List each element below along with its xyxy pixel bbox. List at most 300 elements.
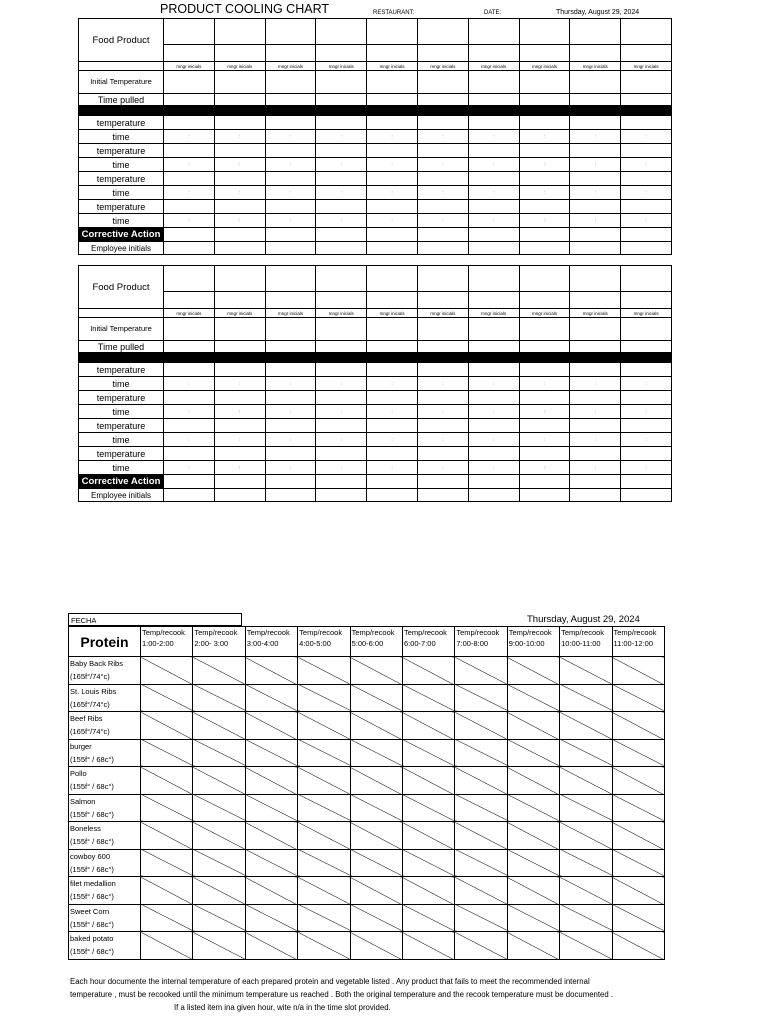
entry-cell[interactable]: mngr inicials [367, 62, 418, 71]
entry-cell[interactable] [621, 318, 672, 341]
entry-cell[interactable] [417, 71, 468, 94]
entry-cell[interactable]: mngr inicials [621, 62, 672, 71]
entry-cell[interactable] [519, 19, 570, 45]
temp-recook-cell[interactable] [245, 932, 297, 960]
temp-recook-cell[interactable] [560, 877, 612, 905]
entry-cell[interactable] [265, 341, 316, 353]
entry-cell[interactable] [367, 172, 418, 186]
entry-cell[interactable] [367, 228, 418, 242]
temp-recook-cell[interactable] [141, 877, 193, 905]
entry-cell[interactable] [265, 45, 316, 62]
temp-recook-cell[interactable] [507, 767, 559, 795]
temp-recook-cell[interactable] [560, 794, 612, 822]
entry-cell[interactable] [417, 447, 468, 461]
entry-cell[interactable] [214, 292, 265, 309]
entry-cell[interactable]: : [570, 461, 621, 475]
temp-recook-cell[interactable] [560, 849, 612, 877]
entry-cell[interactable] [367, 94, 418, 106]
entry-cell[interactable]: : [367, 130, 418, 144]
entry-cell[interactable] [570, 318, 621, 341]
entry-cell[interactable] [316, 172, 367, 186]
entry-cell[interactable] [265, 391, 316, 405]
temp-recook-cell[interactable] [245, 822, 297, 850]
entry-cell[interactable]: mngr inicials [367, 309, 418, 318]
entry-cell[interactable] [570, 71, 621, 94]
entry-cell[interactable] [265, 144, 316, 158]
entry-cell[interactable] [214, 363, 265, 377]
entry-cell[interactable] [265, 447, 316, 461]
entry-cell[interactable] [316, 266, 367, 292]
entry-cell[interactable]: : [367, 158, 418, 172]
entry-cell[interactable] [367, 266, 418, 292]
entry-cell[interactable] [519, 200, 570, 214]
entry-cell[interactable] [417, 172, 468, 186]
entry-cell[interactable] [621, 172, 672, 186]
entry-cell[interactable] [519, 94, 570, 106]
entry-cell[interactable]: mngr inicials [164, 309, 215, 318]
entry-cell[interactable] [621, 242, 672, 255]
entry-cell[interactable] [468, 292, 519, 309]
temp-recook-cell[interactable] [350, 794, 402, 822]
entry-cell[interactable] [265, 266, 316, 292]
entry-cell[interactable] [621, 489, 672, 502]
entry-cell[interactable] [468, 144, 519, 158]
entry-cell[interactable]: mngr inicials [621, 309, 672, 318]
entry-cell[interactable]: : [519, 377, 570, 391]
entry-cell[interactable]: mngr inicials [265, 62, 316, 71]
entry-cell[interactable] [621, 341, 672, 353]
entry-cell[interactable] [417, 419, 468, 433]
temp-recook-cell[interactable] [350, 767, 402, 795]
temp-recook-cell[interactable] [560, 684, 612, 712]
entry-cell[interactable]: : [164, 433, 215, 447]
temp-recook-cell[interactable] [560, 712, 612, 740]
entry-cell[interactable] [316, 144, 367, 158]
entry-cell[interactable] [468, 391, 519, 405]
temp-recook-cell[interactable] [402, 794, 454, 822]
entry-cell[interactable] [214, 489, 265, 502]
entry-cell[interactable]: : [367, 405, 418, 419]
entry-cell[interactable]: : [316, 130, 367, 144]
entry-cell[interactable] [214, 475, 265, 489]
entry-cell[interactable] [214, 200, 265, 214]
temp-recook-cell[interactable] [455, 684, 507, 712]
temp-recook-cell[interactable] [141, 932, 193, 960]
entry-cell[interactable] [570, 19, 621, 45]
entry-cell[interactable] [519, 116, 570, 130]
temp-recook-cell[interactable] [245, 712, 297, 740]
temp-recook-cell[interactable] [193, 904, 245, 932]
entry-cell[interactable] [417, 363, 468, 377]
entry-cell[interactable] [570, 228, 621, 242]
entry-cell[interactable]: mngr inicials [570, 62, 621, 71]
entry-cell[interactable] [367, 447, 418, 461]
entry-cell[interactable] [519, 172, 570, 186]
entry-cell[interactable] [164, 363, 215, 377]
temp-recook-cell[interactable] [350, 684, 402, 712]
temp-recook-cell[interactable] [193, 877, 245, 905]
temp-recook-cell[interactable] [298, 657, 350, 685]
entry-cell[interactable] [621, 475, 672, 489]
entry-cell[interactable] [621, 228, 672, 242]
temp-recook-cell[interactable] [455, 712, 507, 740]
entry-cell[interactable] [214, 341, 265, 353]
entry-cell[interactable] [570, 266, 621, 292]
entry-cell[interactable]: : [621, 186, 672, 200]
entry-cell[interactable]: mngr inicials [468, 309, 519, 318]
entry-cell[interactable]: : [214, 405, 265, 419]
entry-cell[interactable]: : [468, 158, 519, 172]
entry-cell[interactable]: : [214, 377, 265, 391]
entry-cell[interactable] [417, 94, 468, 106]
entry-cell[interactable] [214, 116, 265, 130]
entry-cell[interactable]: : [570, 186, 621, 200]
entry-cell[interactable] [468, 489, 519, 502]
entry-cell[interactable]: : [265, 461, 316, 475]
entry-cell[interactable]: : [519, 186, 570, 200]
entry-cell[interactable] [570, 242, 621, 255]
entry-cell[interactable]: : [417, 186, 468, 200]
entry-cell[interactable]: : [164, 158, 215, 172]
entry-cell[interactable]: : [214, 186, 265, 200]
entry-cell[interactable] [468, 266, 519, 292]
entry-cell[interactable]: : [367, 377, 418, 391]
entry-cell[interactable] [214, 419, 265, 433]
temp-recook-cell[interactable] [455, 932, 507, 960]
entry-cell[interactable] [621, 200, 672, 214]
entry-cell[interactable]: : [316, 433, 367, 447]
entry-cell[interactable] [621, 144, 672, 158]
temp-recook-cell[interactable] [507, 877, 559, 905]
temp-recook-cell[interactable] [402, 877, 454, 905]
entry-cell[interactable] [570, 292, 621, 309]
temp-recook-cell[interactable] [507, 739, 559, 767]
entry-cell[interactable]: : [417, 214, 468, 228]
entry-cell[interactable] [570, 419, 621, 433]
entry-cell[interactable] [316, 318, 367, 341]
entry-cell[interactable]: : [214, 214, 265, 228]
temp-recook-cell[interactable] [402, 684, 454, 712]
entry-cell[interactable] [367, 318, 418, 341]
entry-cell[interactable] [316, 292, 367, 309]
entry-cell[interactable]: mngr inicials [417, 62, 468, 71]
entry-cell[interactable]: : [519, 214, 570, 228]
temp-recook-cell[interactable] [141, 849, 193, 877]
entry-cell[interactable] [417, 242, 468, 255]
entry-cell[interactable]: : [621, 433, 672, 447]
entry-cell[interactable] [519, 341, 570, 353]
temp-recook-cell[interactable] [507, 932, 559, 960]
temp-recook-cell[interactable] [193, 932, 245, 960]
entry-cell[interactable]: mngr inicials [214, 62, 265, 71]
entry-cell[interactable] [164, 391, 215, 405]
temp-recook-cell[interactable] [350, 822, 402, 850]
entry-cell[interactable]: : [265, 186, 316, 200]
entry-cell[interactable]: : [621, 214, 672, 228]
entry-cell[interactable] [265, 363, 316, 377]
entry-cell[interactable] [417, 144, 468, 158]
entry-cell[interactable] [164, 341, 215, 353]
entry-cell[interactable]: : [621, 158, 672, 172]
entry-cell[interactable] [519, 391, 570, 405]
entry-cell[interactable]: : [214, 130, 265, 144]
entry-cell[interactable] [621, 94, 672, 106]
temp-recook-cell[interactable] [560, 739, 612, 767]
entry-cell[interactable] [417, 475, 468, 489]
entry-cell[interactable] [164, 172, 215, 186]
entry-cell[interactable]: : [164, 186, 215, 200]
entry-cell[interactable] [316, 391, 367, 405]
entry-cell[interactable]: : [316, 186, 367, 200]
entry-cell[interactable]: : [417, 377, 468, 391]
temp-recook-cell[interactable] [612, 794, 664, 822]
entry-cell[interactable] [316, 419, 367, 433]
entry-cell[interactable]: : [570, 405, 621, 419]
entry-cell[interactable] [316, 94, 367, 106]
temp-recook-cell[interactable] [402, 822, 454, 850]
temp-recook-cell[interactable] [141, 739, 193, 767]
temp-recook-cell[interactable] [507, 849, 559, 877]
entry-cell[interactable]: : [417, 405, 468, 419]
temp-recook-cell[interactable] [193, 849, 245, 877]
temp-recook-cell[interactable] [298, 932, 350, 960]
temp-recook-cell[interactable] [560, 822, 612, 850]
entry-cell[interactable]: mngr inicials [316, 309, 367, 318]
entry-cell[interactable] [164, 19, 215, 45]
entry-cell[interactable] [417, 266, 468, 292]
entry-cell[interactable] [570, 475, 621, 489]
entry-cell[interactable] [468, 318, 519, 341]
entry-cell[interactable] [468, 116, 519, 130]
entry-cell[interactable] [468, 94, 519, 106]
entry-cell[interactable] [214, 266, 265, 292]
temp-recook-cell[interactable] [245, 684, 297, 712]
entry-cell[interactable] [316, 475, 367, 489]
entry-cell[interactable]: : [519, 461, 570, 475]
temp-recook-cell[interactable] [141, 794, 193, 822]
entry-cell[interactable] [164, 318, 215, 341]
temp-recook-cell[interactable] [141, 684, 193, 712]
entry-cell[interactable] [468, 242, 519, 255]
entry-cell[interactable]: mngr inicials [468, 62, 519, 71]
entry-cell[interactable] [367, 116, 418, 130]
entry-cell[interactable] [214, 447, 265, 461]
temp-recook-cell[interactable] [350, 877, 402, 905]
entry-cell[interactable] [519, 419, 570, 433]
temp-recook-cell[interactable] [350, 932, 402, 960]
entry-cell[interactable] [367, 144, 418, 158]
temp-recook-cell[interactable] [455, 657, 507, 685]
temp-recook-cell[interactable] [507, 822, 559, 850]
entry-cell[interactable]: : [214, 158, 265, 172]
temp-recook-cell[interactable] [193, 657, 245, 685]
temp-recook-cell[interactable] [141, 712, 193, 740]
entry-cell[interactable]: mngr inicials [214, 309, 265, 318]
temp-recook-cell[interactable] [402, 849, 454, 877]
entry-cell[interactable]: : [417, 130, 468, 144]
entry-cell[interactable] [265, 242, 316, 255]
temp-recook-cell[interactable] [507, 684, 559, 712]
entry-cell[interactable]: : [417, 433, 468, 447]
entry-cell[interactable] [468, 71, 519, 94]
entry-cell[interactable]: : [570, 130, 621, 144]
entry-cell[interactable]: : [621, 461, 672, 475]
entry-cell[interactable] [570, 45, 621, 62]
entry-cell[interactable] [265, 71, 316, 94]
entry-cell[interactable] [265, 172, 316, 186]
entry-cell[interactable]: : [468, 433, 519, 447]
entry-cell[interactable]: : [468, 186, 519, 200]
entry-cell[interactable]: : [621, 405, 672, 419]
entry-cell[interactable]: : [468, 214, 519, 228]
entry-cell[interactable] [570, 447, 621, 461]
entry-cell[interactable] [367, 19, 418, 45]
entry-cell[interactable] [570, 200, 621, 214]
temp-recook-cell[interactable] [298, 794, 350, 822]
entry-cell[interactable]: : [570, 433, 621, 447]
temp-recook-cell[interactable] [612, 932, 664, 960]
temp-recook-cell[interactable] [245, 794, 297, 822]
entry-cell[interactable] [214, 144, 265, 158]
temp-recook-cell[interactable] [193, 739, 245, 767]
entry-cell[interactable] [570, 94, 621, 106]
entry-cell[interactable] [621, 19, 672, 45]
entry-cell[interactable] [468, 419, 519, 433]
temp-recook-cell[interactable] [298, 739, 350, 767]
entry-cell[interactable]: : [519, 158, 570, 172]
entry-cell[interactable] [367, 71, 418, 94]
entry-cell[interactable]: : [265, 405, 316, 419]
entry-cell[interactable] [164, 116, 215, 130]
temp-recook-cell[interactable] [298, 684, 350, 712]
entry-cell[interactable]: : [265, 214, 316, 228]
temp-recook-cell[interactable] [141, 904, 193, 932]
entry-cell[interactable] [164, 200, 215, 214]
entry-cell[interactable] [164, 242, 215, 255]
temp-recook-cell[interactable] [507, 712, 559, 740]
entry-cell[interactable] [214, 318, 265, 341]
entry-cell[interactable] [164, 228, 215, 242]
entry-cell[interactable] [316, 19, 367, 45]
entry-cell[interactable]: mngr inicials [519, 62, 570, 71]
entry-cell[interactable] [417, 228, 468, 242]
temp-recook-cell[interactable] [141, 657, 193, 685]
entry-cell[interactable] [367, 391, 418, 405]
entry-cell[interactable]: : [417, 158, 468, 172]
entry-cell[interactable] [265, 419, 316, 433]
entry-cell[interactable]: mngr inicials [570, 309, 621, 318]
temp-recook-cell[interactable] [193, 794, 245, 822]
entry-cell[interactable] [164, 447, 215, 461]
temp-recook-cell[interactable] [298, 849, 350, 877]
temp-recook-cell[interactable] [193, 684, 245, 712]
entry-cell[interactable] [468, 228, 519, 242]
temp-recook-cell[interactable] [141, 767, 193, 795]
entry-cell[interactable] [214, 71, 265, 94]
entry-cell[interactable] [519, 266, 570, 292]
entry-cell[interactable]: : [468, 130, 519, 144]
entry-cell[interactable] [214, 94, 265, 106]
entry-cell[interactable] [316, 363, 367, 377]
entry-cell[interactable] [468, 341, 519, 353]
temp-recook-cell[interactable] [350, 904, 402, 932]
temp-recook-cell[interactable] [455, 739, 507, 767]
entry-cell[interactable] [214, 228, 265, 242]
entry-cell[interactable]: : [164, 405, 215, 419]
entry-cell[interactable] [265, 228, 316, 242]
entry-cell[interactable] [164, 489, 215, 502]
entry-cell[interactable] [417, 318, 468, 341]
entry-cell[interactable] [164, 71, 215, 94]
entry-cell[interactable]: : [570, 158, 621, 172]
entry-cell[interactable] [367, 419, 418, 433]
entry-cell[interactable]: : [519, 130, 570, 144]
temp-recook-cell[interactable] [193, 822, 245, 850]
entry-cell[interactable] [214, 45, 265, 62]
temp-recook-cell[interactable] [350, 712, 402, 740]
entry-cell[interactable] [621, 45, 672, 62]
entry-cell[interactable] [214, 172, 265, 186]
entry-cell[interactable] [164, 419, 215, 433]
temp-recook-cell[interactable] [507, 904, 559, 932]
entry-cell[interactable]: : [214, 461, 265, 475]
temp-recook-cell[interactable] [507, 657, 559, 685]
entry-cell[interactable]: : [468, 377, 519, 391]
entry-cell[interactable] [621, 71, 672, 94]
temp-recook-cell[interactable] [350, 849, 402, 877]
entry-cell[interactable]: : [164, 130, 215, 144]
entry-cell[interactable] [367, 475, 418, 489]
entry-cell[interactable] [519, 489, 570, 502]
temp-recook-cell[interactable] [298, 877, 350, 905]
entry-cell[interactable]: : [316, 405, 367, 419]
entry-cell[interactable]: : [164, 461, 215, 475]
entry-cell[interactable] [367, 45, 418, 62]
entry-cell[interactable] [519, 228, 570, 242]
temp-recook-cell[interactable] [612, 767, 664, 795]
entry-cell[interactable]: : [519, 405, 570, 419]
temp-recook-cell[interactable] [560, 932, 612, 960]
entry-cell[interactable]: mngr inicials [519, 309, 570, 318]
entry-cell[interactable]: mngr inicials [417, 309, 468, 318]
entry-cell[interactable] [367, 363, 418, 377]
entry-cell[interactable]: : [367, 214, 418, 228]
entry-cell[interactable]: : [367, 461, 418, 475]
temp-recook-cell[interactable] [455, 904, 507, 932]
temp-recook-cell[interactable] [402, 739, 454, 767]
temp-recook-cell[interactable] [612, 904, 664, 932]
temp-recook-cell[interactable] [612, 739, 664, 767]
entry-cell[interactable]: : [367, 186, 418, 200]
entry-cell[interactable] [621, 447, 672, 461]
entry-cell[interactable]: : [621, 130, 672, 144]
temp-recook-cell[interactable] [560, 657, 612, 685]
temp-recook-cell[interactable] [402, 904, 454, 932]
temp-recook-cell[interactable] [245, 877, 297, 905]
entry-cell[interactable] [468, 200, 519, 214]
entry-cell[interactable] [468, 447, 519, 461]
temp-recook-cell[interactable] [245, 904, 297, 932]
entry-cell[interactable]: : [265, 377, 316, 391]
temp-recook-cell[interactable] [612, 822, 664, 850]
entry-cell[interactable]: : [316, 377, 367, 391]
entry-cell[interactable] [316, 116, 367, 130]
entry-cell[interactable] [265, 292, 316, 309]
entry-cell[interactable] [468, 363, 519, 377]
entry-cell[interactable] [519, 292, 570, 309]
entry-cell[interactable] [519, 71, 570, 94]
entry-cell[interactable]: : [417, 461, 468, 475]
